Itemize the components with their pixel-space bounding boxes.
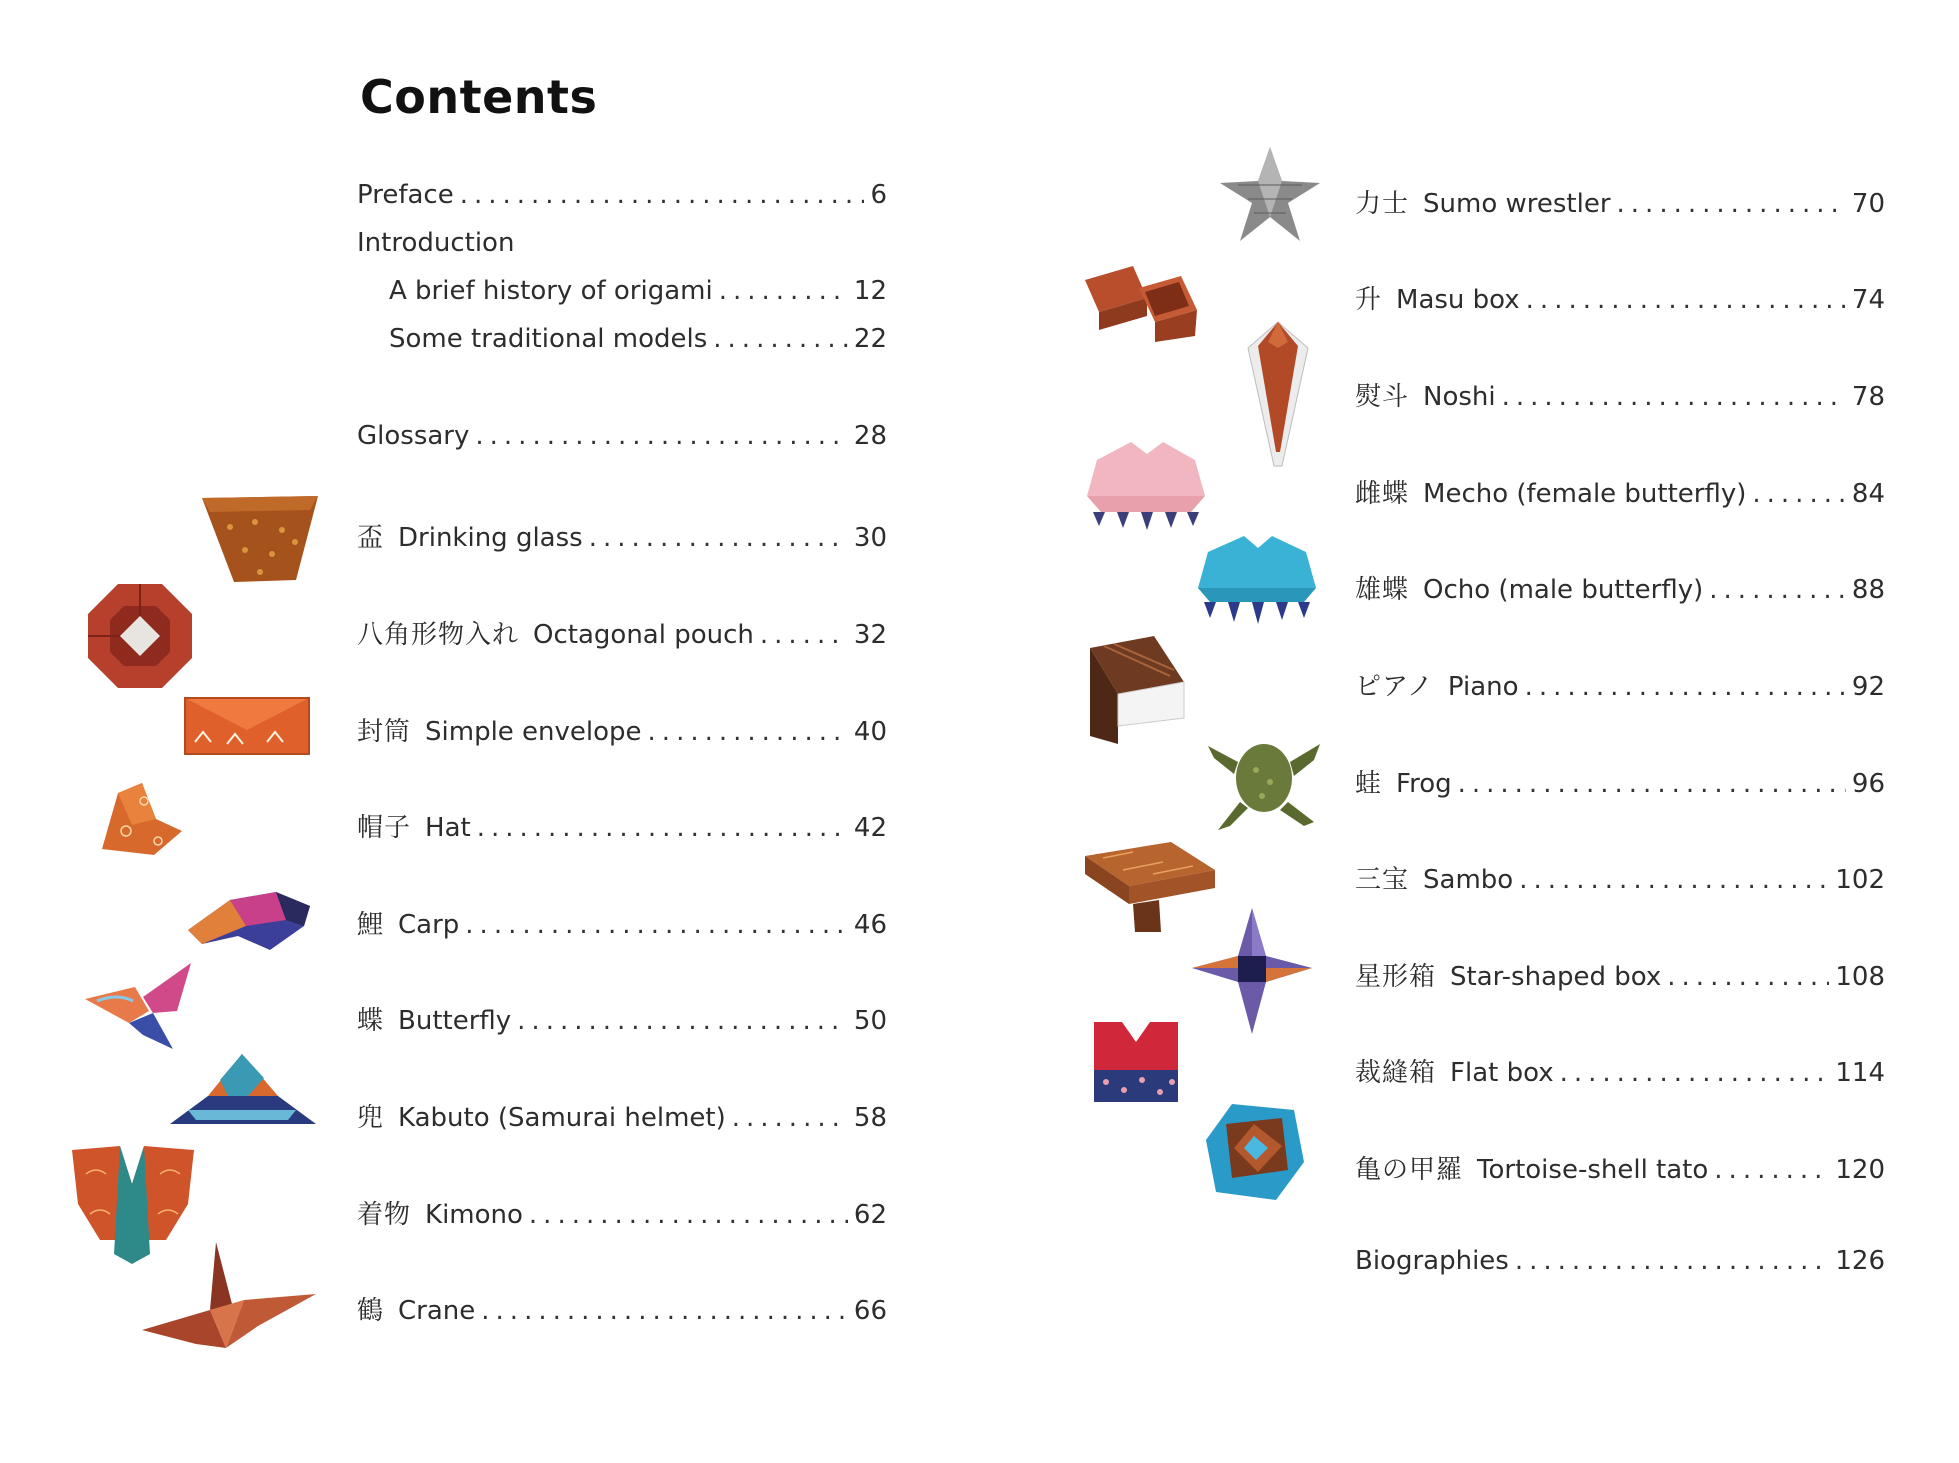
origami-piano-icon (1074, 632, 1186, 750)
toc-entry-mecho[interactable] (1355, 473, 1885, 510)
leader-dots (760, 620, 848, 650)
toc-entry-page: 114 (1835, 1058, 1885, 1088)
origami-carp-icon (186, 886, 312, 958)
origami-masu-box-icon (1083, 258, 1199, 344)
leader-dots (1515, 1246, 1830, 1276)
leader-dots (1519, 865, 1829, 895)
toc-entry-page: 74 (1851, 285, 1885, 315)
origami-flat-box-icon (1092, 1020, 1180, 1104)
origami-noshi-icon (1246, 320, 1310, 468)
toc-entry-frog[interactable] (1355, 763, 1885, 800)
toc-entry-piano[interactable] (1355, 666, 1885, 703)
origami-mecho-icon (1085, 440, 1207, 532)
toc-entry-page: 50 (853, 1006, 887, 1036)
leader-dots (1526, 285, 1846, 315)
toc-entry-glossary[interactable] (357, 421, 887, 451)
toc-entry-page: 96 (1851, 769, 1885, 799)
toc-entry-biographies[interactable] (1355, 1246, 1885, 1276)
origami-star-box-icon (1190, 906, 1314, 1036)
toc-entry-crane[interactable] (357, 1290, 887, 1327)
toc-entry-page: 30 (853, 523, 887, 553)
toc-entry-label: A brief history of origami (389, 276, 713, 306)
toc-entry-label: Kimono (425, 1200, 523, 1230)
toc-entry-simple-envelope[interactable] (357, 711, 887, 748)
toc-entry-page: 58 (853, 1103, 887, 1133)
toc-entry-butterfly[interactable] (357, 1000, 887, 1037)
toc-entry-label: Noshi (1423, 382, 1496, 412)
toc-entry-label: Crane (398, 1296, 476, 1326)
toc-entry-label: Piano (1447, 672, 1519, 702)
toc-entry-ocho[interactable] (1355, 569, 1885, 606)
toc-entry-page: 42 (853, 813, 887, 843)
toc-entry-japanese: 帽子 (357, 813, 412, 843)
toc-entry-label: Ocho (male butterfly) (1423, 575, 1704, 605)
toc-entry-page: 40 (853, 717, 887, 747)
origami-octagonal-pouch-icon (86, 582, 194, 690)
toc-entry-label: Biographies (1355, 1246, 1509, 1276)
toc-entry-label: Sumo wrestler (1423, 189, 1611, 219)
leader-dots (1617, 189, 1846, 219)
toc-entry-page: 78 (1851, 382, 1885, 412)
leader-dots (732, 1103, 848, 1133)
leader-dots (589, 523, 848, 553)
toc-entry-drinking-glass[interactable] (357, 517, 887, 554)
toc-entry-page: 28 (853, 421, 887, 451)
origami-ocho-icon (1196, 534, 1318, 624)
toc-entry-japanese: 封筒 (357, 717, 412, 747)
toc-entry-japanese: 升 (1355, 285, 1383, 315)
toc-entry-label: Masu box (1396, 285, 1520, 315)
toc-entry-label: Preface (357, 180, 454, 210)
toc-entry-star-shaped-box[interactable] (1355, 956, 1885, 993)
toc-entry-page: 66 (853, 1296, 887, 1326)
toc-entry-japanese: 盃 (357, 523, 385, 553)
toc-entry-label: Flat box (1450, 1058, 1554, 1088)
origami-hat-icon (96, 779, 186, 859)
toc-entry-masu-box[interactable] (1355, 279, 1885, 316)
leader-dots (719, 276, 848, 306)
origami-kabuto-icon (168, 1050, 318, 1130)
toc-entry-label: Glossary (357, 421, 470, 451)
leader-dots (465, 910, 848, 940)
leader-dots (1560, 1058, 1830, 1088)
leader-dots (481, 1296, 848, 1326)
toc-entry-japanese: 亀の甲羅 (1355, 1155, 1464, 1185)
toc-entry-tortoise-shell-tato[interactable] (1355, 1149, 1885, 1186)
toc-entry-japanese: 蝶 (357, 1006, 385, 1036)
leader-dots (517, 1006, 848, 1036)
toc-entry-japanese: 裁縫箱 (1355, 1058, 1437, 1088)
toc-entry-label: Simple envelope (425, 717, 642, 747)
toc-entry-japanese: 三宝 (1355, 865, 1410, 895)
toc-entry-carp[interactable] (357, 904, 887, 941)
toc-entry-japanese: 八角形物入れ (357, 620, 520, 650)
leader-dots (1714, 1155, 1829, 1185)
toc-entry-page: 108 (1835, 962, 1885, 992)
leader-dots (713, 324, 848, 354)
toc-entry-label: Star-shaped box (1450, 962, 1662, 992)
toc-entry-label: Drinking glass (398, 523, 583, 553)
toc-entry-page: 32 (853, 620, 887, 650)
leader-dots (477, 813, 848, 843)
origami-envelope-icon (183, 692, 311, 758)
toc-entry-japanese: 星形箱 (1355, 962, 1437, 992)
toc-entry-label: Some traditional models (389, 324, 708, 354)
page-title: Contents (360, 70, 598, 124)
toc-entry-japanese: 熨斗 (1355, 382, 1410, 412)
toc-entry-traditional-models[interactable] (389, 324, 887, 354)
toc-entry-japanese: 雄蝶 (1355, 575, 1410, 605)
toc-entry-page: 88 (1851, 575, 1885, 605)
origami-crane-icon (140, 1240, 320, 1360)
toc-entry-label: Kabuto (Samurai helmet) (398, 1103, 726, 1133)
toc-entry-page: 92 (1851, 672, 1885, 702)
origami-sumo-wrestler-icon (1218, 145, 1322, 243)
leader-dots (648, 717, 848, 747)
toc-entry-label: Octagonal pouch (533, 620, 754, 650)
toc-entry-sumo-wrestler[interactable] (1355, 183, 1885, 220)
origami-butterfly-icon (83, 961, 193, 1051)
leader-dots (1502, 382, 1846, 412)
origami-tortoise-shell-icon (1202, 1100, 1308, 1204)
toc-entry-page: 6 (870, 180, 887, 210)
toc-entry-page: 62 (853, 1200, 887, 1230)
toc-entry-octagonal-pouch[interactable] (357, 614, 887, 651)
toc-entry-label: Butterfly (398, 1006, 512, 1036)
toc-entry-japanese: 力士 (1355, 189, 1410, 219)
toc-entry-label: Sambo (1423, 865, 1514, 895)
toc-entry-japanese: 兜 (357, 1103, 385, 1133)
toc-entry-sambo[interactable] (1355, 859, 1885, 896)
leader-dots (1709, 575, 1846, 605)
toc-entry-page: 126 (1835, 1246, 1885, 1276)
toc-entry-japanese: 蛙 (1355, 769, 1383, 799)
toc-entry-label: Carp (398, 910, 460, 940)
toc-entry-japanese: 鯉 (357, 910, 385, 940)
leader-dots (460, 180, 865, 210)
toc-entry-history[interactable] (389, 276, 887, 306)
leader-dots (1667, 962, 1829, 992)
origami-frog-icon (1204, 722, 1322, 834)
leader-dots (1752, 479, 1846, 509)
toc-entry-flat-box[interactable] (1355, 1052, 1885, 1089)
toc-entry-japanese: 雌蝶 (1355, 479, 1410, 509)
toc-entry-page: 102 (1835, 865, 1885, 895)
leader-dots (475, 421, 848, 451)
toc-entry-japanese: 着物 (357, 1200, 412, 1230)
toc-entry-page: 12 (853, 276, 887, 306)
leader-dots (1458, 769, 1846, 799)
toc-entry-japanese: 鶴 (357, 1296, 385, 1326)
toc-entry-page: 46 (853, 910, 887, 940)
leader-dots (529, 1200, 848, 1230)
toc-entry-kabuto[interactable] (357, 1097, 887, 1134)
toc-entry-noshi[interactable] (1355, 376, 1885, 413)
toc-entry-page: 84 (1851, 479, 1885, 509)
toc-entry-hat[interactable] (357, 807, 887, 844)
toc-section-introduction[interactable]: Introduction (357, 228, 515, 258)
toc-entry-label: Frog (1396, 769, 1452, 799)
toc-entry-japanese: ピアノ (1355, 672, 1434, 702)
toc-entry-preface[interactable] (357, 180, 887, 210)
toc-entry-page: 22 (853, 324, 887, 354)
toc-entry-label: Tortoise-shell tato (1477, 1155, 1709, 1185)
origami-drinking-glass-icon (200, 492, 320, 587)
toc-entry-label: Mecho (female butterfly) (1423, 479, 1747, 509)
toc-entry-page: 120 (1835, 1155, 1885, 1185)
toc-entry-label: Hat (425, 813, 471, 843)
toc-entry-page: 70 (1851, 189, 1885, 219)
leader-dots (1525, 672, 1846, 702)
toc-entry-kimono[interactable] (357, 1194, 887, 1231)
